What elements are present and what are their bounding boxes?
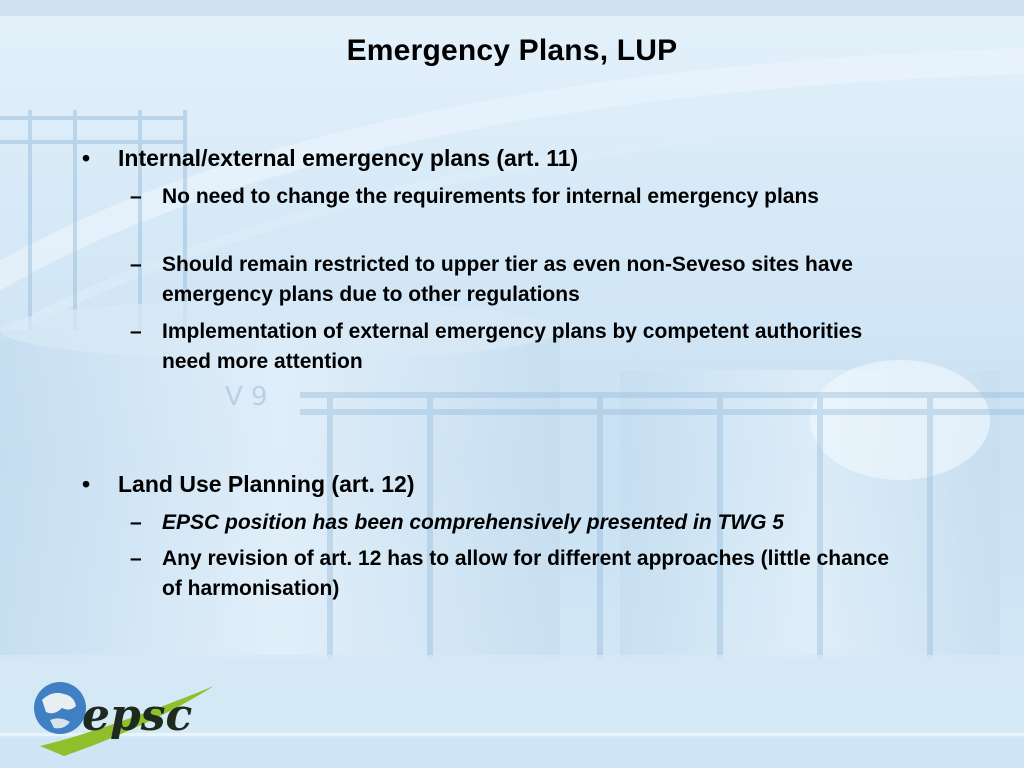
sub-bullet-marker: – — [130, 253, 142, 276]
sub-bullet-marker: – — [130, 320, 142, 343]
slide-title: Emergency Plans, LUP — [346, 34, 678, 67]
sub-bullet-text: Any revision of art. 12 has to allow for different approaches (little chance of harmonisation) — [162, 547, 890, 600]
bullet-text: Land Use Planning (art. 12) — [118, 471, 415, 497]
epsc-logo — [30, 672, 220, 762]
logo-text: epsc — [82, 690, 193, 741]
svg-text:V 9: V 9 — [225, 382, 268, 412]
sub-bullet-text: Implementation of external emergency plans by competent authorities need more attention — [162, 320, 863, 373]
bullet-marker: • — [82, 471, 91, 497]
sub-bullet-text: No need to change the requirements for internal emergency plans — [162, 185, 819, 208]
bullet-marker: • — [82, 145, 91, 171]
sub-bullet-text: EPSC position has been comprehensively presented in TWG 5 — [162, 511, 784, 534]
sub-bullet-marker: – — [130, 185, 142, 208]
bullet-text: Internal/external emergency plans (art. 11) — [118, 145, 579, 171]
sub-bullet-text: Should remain restricted to upper tier as even non-Seveso sites have emergency plans due to other regulations — [162, 253, 853, 306]
sub-bullet-marker: – — [130, 547, 142, 570]
sub-bullet-marker: – — [130, 511, 142, 534]
